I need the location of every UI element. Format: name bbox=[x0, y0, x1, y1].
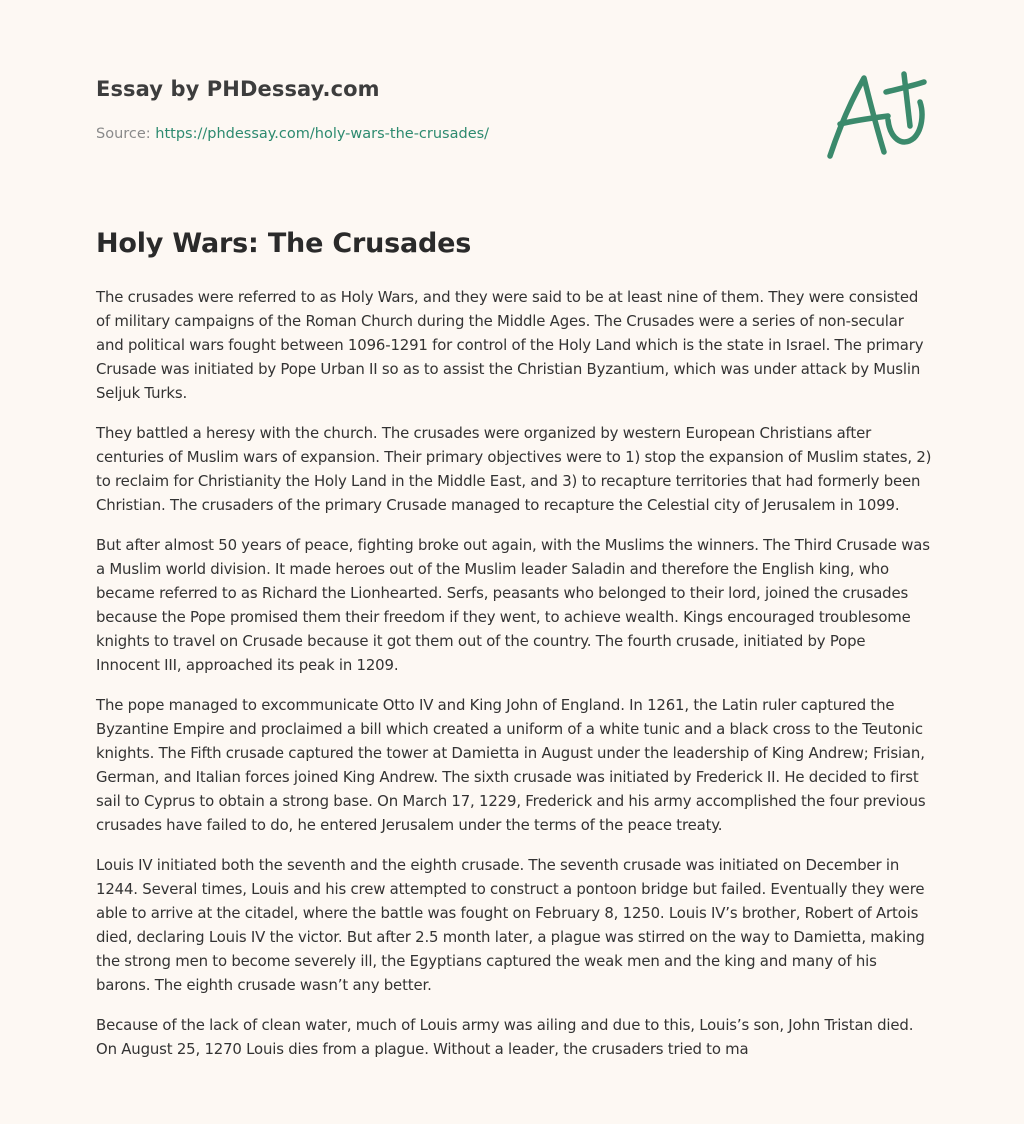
essay-paragraph: But after almost 50 years of peace, fighting broke out again, with the Muslims the winners. The Third Crusade was a Muslim world division. It made heroes out of the Muslim leader Saladin and therefore the English king, who became referred to as Richard the Lionhearted. Serfs, peasants who belonged to their lord, joined the crusades because the Pope promised them their freedom if they went, to achieve wealth. Kings encouraged troublesome knights to travel on Crusade because it got them out of the country. The fourth crusade, initiated by Pope Innocent III, approached its peak in 1209. bbox=[96, 536, 930, 674]
essay-paragraph: They battled a heresy with the church. The crusades were organized by western European Christians after centuries of Muslim wars of expansion. Their primary objectives were to 1) stop the expansion of Muslim states, 2) to reclaim for Christianity the Holy Land in the Middle East, and 3) to recapture territories that had formerly been Christian. The crusaders of the primary Crusade managed to recapture the Celestial city of Jerusalem in 1099. bbox=[96, 424, 932, 514]
a-plus-grade-logo-icon bbox=[826, 68, 930, 164]
essay-paragraph: The crusades were referred to as Holy Wars, and they were said to be at least nine of them. They were consisted of military campaigns of the Roman Church during the Middle Ages. The Crusades were a series of non-secular and political wars fought between 1096-1291 for control of the Holy Land which is the state in Israel. The primary Crusade was initiated by Pope Urban II so as to assist the Christian Byzantium, which was under attack by Muslin Seljuk Turks. bbox=[96, 288, 924, 402]
essay-header bbox=[96, 72, 926, 172]
source-line bbox=[96, 126, 489, 142]
essay-paragraph: Because of the lack of clean water, much of Louis army was ailing and due to this, Louis’s son, John Tristan died. On August 25, 1270 Louis dies from a plague. Without a leader, the crusaders tried to ma bbox=[96, 1016, 914, 1058]
essay-title: Holy Wars: The Crusades bbox=[96, 228, 472, 259]
essay-body bbox=[96, 285, 932, 1077]
essay-paragraph: The pope managed to excommunicate Otto IV and King John of England. In 1261, the Latin ruler captured the Byzantine Empire and proclaimed a bill which created a uniform of a white tunic and a black cross to the Teutonic knights. The Fifth crusade captured the tower at Damietta in August under the leadership of King Andrew; Frisian, German, and Italian forces joined King Andrew. The sixth crusade was initiated by Frederick II. He decided to first sail to Cyprus to obtain a strong base. On March 17, 1229, Frederick and his army accomplished the four previous crusades have failed to do, he entered Jerusalem under the terms of the peace treaty. bbox=[96, 696, 926, 834]
source-link[interactable]: https://phdessay.com/holy-wars-the-crusades/ bbox=[155, 126, 490, 142]
source-label: Source: bbox=[96, 126, 151, 142]
site-brand: Essay by PHDessay.com bbox=[96, 77, 380, 101]
essay-paragraph: Louis IV initiated both the seventh and the eighth crusade. The seventh crusade was initiated on December in 1244. Several times, Louis and his crew attempted to construct a pontoon bridge but failed. Eventually they were able to arrive at the citadel, where the battle was fought on February 8, 1250. Louis IV’s brother, Robert of Artois died, declaring Louis IV the victor. But after 2.5 month later, a plague was stirred on the way to Damietta, making the strong men to become severely ill, the Egyptians captured the weak men and the king and many of his barons. The eighth crusade wasn’t any better. bbox=[96, 856, 925, 994]
